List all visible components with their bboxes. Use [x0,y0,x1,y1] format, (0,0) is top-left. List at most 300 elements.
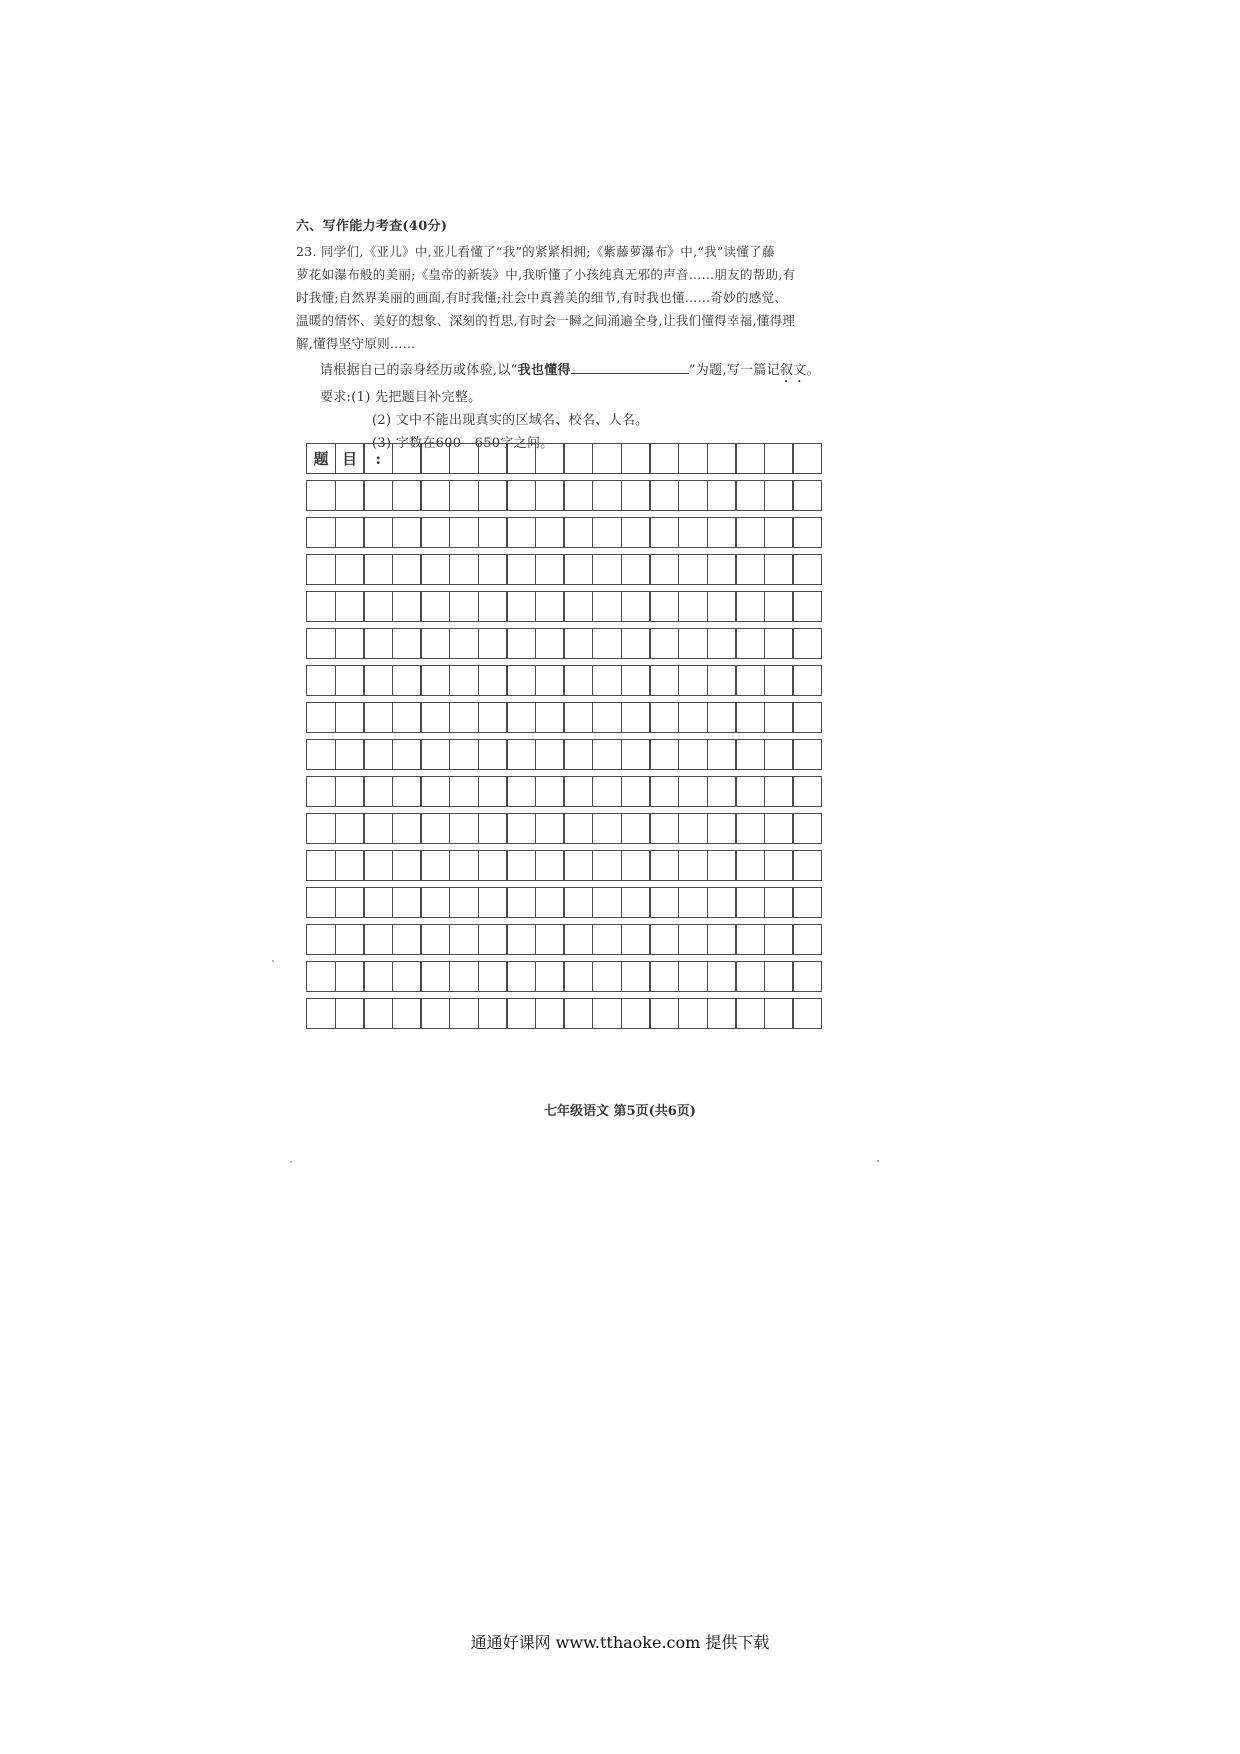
grid-cell [392,591,422,622]
grid-cell [707,813,737,844]
grid-cell [363,813,393,844]
grid-cell [649,776,679,807]
grid-cell [678,776,708,807]
grid-cell [707,776,737,807]
grid-cell [621,702,651,733]
scan-speck [272,960,274,962]
grid-cell [621,887,651,918]
grid-cell [392,702,422,733]
grid-cell [707,591,737,622]
grid-cell [563,591,593,622]
grid-cell [621,517,651,548]
grid-cell [764,961,794,992]
grid-cell [506,776,536,807]
grid-cell [335,961,365,992]
grid-row [306,480,821,511]
grid-cell [449,998,479,1029]
instruction-post: ”为题,写一篇记 [688,363,780,378]
grid-cell [649,813,679,844]
grid-cell [764,480,794,511]
grid-cell [592,776,622,807]
grid-cell [306,850,336,881]
grid-cell [678,517,708,548]
grid-cell [649,961,679,992]
grid-row [306,443,821,474]
grid-cell [449,480,479,511]
credit-line: 通通好课网 www.tthaoke.com 提供下载 [470,1633,770,1652]
grid-cell [764,776,794,807]
grid-cell [449,702,479,733]
grid-cell [506,443,536,474]
scan-speck [290,1161,292,1163]
instruction-pre: 请根据自己的亲身经历或体验,以“ [320,363,518,378]
scan-speck [877,1160,879,1162]
grid-cell [478,924,508,955]
grid-cell [678,554,708,585]
grid-cell [306,702,336,733]
grid-cell [363,702,393,733]
grid-cell [449,776,479,807]
grid-cell [478,665,508,696]
grid-cell [678,628,708,659]
grid-cell [420,998,450,1029]
grid-cell [735,739,765,770]
grid-cell [764,702,794,733]
grid-cell [649,924,679,955]
grid-cell [306,739,336,770]
grid-cell [649,887,679,918]
grid-cell [506,591,536,622]
grid-cell [621,554,651,585]
grid-row [306,739,821,770]
grid-cell [621,813,651,844]
title-blank [571,359,689,374]
grid-cell [535,443,565,474]
grid-cell [764,628,794,659]
grid-cell [506,480,536,511]
grid-cell [678,443,708,474]
grid-cell [449,961,479,992]
grid-cell [535,591,565,622]
grid-cell [478,813,508,844]
grid-cell [535,850,565,881]
grid-cell [449,554,479,585]
grid-cell [563,517,593,548]
grid-cell [535,739,565,770]
grid-cell [392,887,422,918]
grid-cell [392,665,422,696]
grid-cell [707,443,737,474]
grid-row [306,665,821,696]
grid-cell [678,998,708,1029]
grid-cell [535,887,565,918]
grid-cell [363,924,393,955]
grid-cell [649,702,679,733]
grid-row [306,887,821,918]
question-text [296,240,886,355]
grid-row [306,591,821,622]
grid-cell [563,850,593,881]
grid-cell [707,554,737,585]
grid-cell [335,628,365,659]
grid-cell [363,591,393,622]
grid-cell [478,887,508,918]
grid-cell [478,480,508,511]
grid-cell [678,480,708,511]
grid-cell [735,998,765,1029]
grid-row [306,850,821,881]
grid-cell [420,554,450,585]
grid-cell [592,850,622,881]
grid-cell [563,665,593,696]
grid-cell [363,554,393,585]
grid-cell [649,665,679,696]
grid-cell [506,813,536,844]
grid-cell [449,850,479,881]
grid-cell [392,998,422,1029]
grid-cell [563,776,593,807]
grid-cell [420,702,450,733]
grid-cell [707,665,737,696]
grid-cell [420,924,450,955]
grid-cell [535,961,565,992]
grid-cell [392,517,422,548]
grid-cell [592,591,622,622]
grid-cell [678,887,708,918]
grid-cell [678,591,708,622]
grid-cell [735,813,765,844]
grid-cell [649,480,679,511]
grid-cell [335,887,365,918]
grid-cell [592,480,622,511]
grid-cell [506,887,536,918]
grid-cell [392,850,422,881]
grid-cell [792,554,822,585]
grid-cell [735,776,765,807]
grid-cell [764,887,794,918]
grid-cell [735,924,765,955]
grid-cell [592,665,622,696]
grid-cell [306,887,336,918]
grid-cell [335,850,365,881]
grid-cell [563,887,593,918]
grid-cell [792,628,822,659]
grid-cell [678,665,708,696]
grid-cell [563,480,593,511]
grid-cell [735,591,765,622]
grid-cell [363,628,393,659]
grid-cell [420,813,450,844]
grid-cell [792,998,822,1029]
grid-cell [506,850,536,881]
grid-cell [592,517,622,548]
grid-cell [678,702,708,733]
grid-cell [363,776,393,807]
grid-cell [335,665,365,696]
grid-cell [592,443,622,474]
grid-cell [764,813,794,844]
grid-row [306,628,821,659]
grid-cell [363,850,393,881]
grid-cell [592,554,622,585]
grid-cell [306,776,336,807]
instruction [296,359,886,386]
grid-cell [563,702,593,733]
grid-cell [335,998,365,1029]
grid-cell [592,924,622,955]
grid-cell [335,813,365,844]
grid-cell [792,739,822,770]
grid-cell [707,628,737,659]
grid-cell [707,887,737,918]
grid-cell [306,813,336,844]
grid-cell [506,998,536,1029]
requirement-3: (3) 字数在600—650字之间。 [372,436,554,451]
grid-cell [649,443,679,474]
grid-cell [478,554,508,585]
grid-cell [707,517,737,548]
grid-cell [392,961,422,992]
question-line: 萝花如瀑布般的美丽;《皇帝的新装》中,我听懂了小孩纯真无邪的声音……朋友的帮助,有 [296,267,796,282]
grid-cell [764,665,794,696]
grid-cell [478,591,508,622]
grid-cell [392,739,422,770]
grid-cell [306,998,336,1029]
grid-cell [735,850,765,881]
grid-cell [535,517,565,548]
grid-cell [707,739,737,770]
grid-cell [535,480,565,511]
grid-cell [735,517,765,548]
grid-cell [735,665,765,696]
grid-cell [420,961,450,992]
grid-cell [306,924,336,955]
grid-cell [449,924,479,955]
grid-cell [592,739,622,770]
grid-cell [535,813,565,844]
grid-cell [392,554,422,585]
grid-cell [392,924,422,955]
grid-cell [621,850,651,881]
grid-cell [506,628,536,659]
grid-cell [678,961,708,992]
grid-cell [335,480,365,511]
instruction-end: 。 [806,363,820,378]
grid-cell [449,739,479,770]
grid-cell [563,961,593,992]
grid-cell [420,480,450,511]
grid-cell [306,480,336,511]
grid-cell [392,628,422,659]
grid-cell [420,591,450,622]
grid-cell [363,887,393,918]
grid-cell [563,924,593,955]
page-footer: 七年级语文 第5页(共6页) [544,1104,696,1119]
grid-cell [506,665,536,696]
grid-cell [621,591,651,622]
grid-cell [649,517,679,548]
grid-cell [563,443,593,474]
question-line: 时我懂;自然界美丽的画面,有时我懂;社会中真善美的细节,有时我也懂……奇妙的感觉、 [296,290,788,305]
grid-cell [621,998,651,1029]
grid-cell [592,961,622,992]
grid-cell [764,739,794,770]
grid-cell [621,776,651,807]
grid-cell [306,554,336,585]
requirement-1: 要求:(1) 先把题目补完整。 [320,390,482,405]
grid-cell [335,517,365,548]
grid-cell [335,554,365,585]
grid-cell [764,591,794,622]
grid-cell [449,443,479,474]
grid-cell [678,850,708,881]
grid-cell [506,517,536,548]
grid-cell [764,443,794,474]
grid-row [306,961,821,992]
grid-cell [792,665,822,696]
grid-cell [707,924,737,955]
grid-cell [735,443,765,474]
grid-cell [707,850,737,881]
grid-cell [678,813,708,844]
instruction-topic: 我也懂得 [517,363,571,378]
title-label-cell: : [363,443,393,474]
grid-cell [792,702,822,733]
grid-cell [649,554,679,585]
grid-cell [420,443,450,474]
question-line: 解,懂得坚守原则…… [296,336,416,351]
grid-cell [649,628,679,659]
grid-cell [420,850,450,881]
grid-cell [735,702,765,733]
grid-cell [535,628,565,659]
grid-cell [764,924,794,955]
grid-cell [449,813,479,844]
grid-cell [335,702,365,733]
instruction-emphasis: 叙文 [779,363,807,378]
grid-cell [420,517,450,548]
grid-cell [449,517,479,548]
grid-cell [792,517,822,548]
grid-cell [592,813,622,844]
grid-cell [735,887,765,918]
grid-row [306,554,821,585]
grid-cell [792,813,822,844]
grid-cell [764,998,794,1029]
grid-cell [420,887,450,918]
grid-cell [420,628,450,659]
grid-cell [563,998,593,1029]
grid-cell [592,702,622,733]
grid-cell [535,702,565,733]
grid-cell [735,554,765,585]
grid-row [306,924,821,955]
grid-cell [392,480,422,511]
grid-cell [649,739,679,770]
grid-cell [420,776,450,807]
grid-cell [306,961,336,992]
grid-cell [335,776,365,807]
grid-cell [563,554,593,585]
grid-cell [707,961,737,992]
question-line: 23. 同学们,《亚儿》中,亚儿看懂了“我”的紧紧相拥;《紫藤萝瀑布》中,“我”读懂了藤 [296,244,775,259]
grid-cell [506,554,536,585]
grid-cell [478,961,508,992]
grid-cell [678,739,708,770]
grid-cell [563,813,593,844]
grid-cell [621,628,651,659]
grid-cell [306,517,336,548]
grid-cell [678,924,708,955]
grid-cell [792,480,822,511]
grid-cell [363,517,393,548]
grid-cell [621,739,651,770]
grid-cell [707,480,737,511]
grid-cell [621,924,651,955]
grid-cell [306,665,336,696]
grid-cell [506,961,536,992]
grid-cell [306,628,336,659]
grid-cell [363,961,393,992]
grid-cell [420,739,450,770]
grid-cell [449,887,479,918]
question-block [296,215,886,455]
grid-cell [764,554,794,585]
grid-cell [449,665,479,696]
grid-cell [535,665,565,696]
grid-cell [392,443,422,474]
grid-cell [792,443,822,474]
grid-cell [649,850,679,881]
grid-cell [363,998,393,1029]
grid-cell [335,924,365,955]
writing-grid [306,443,821,1035]
grid-cell [649,998,679,1029]
grid-cell [563,628,593,659]
grid-cell [764,850,794,881]
grid-cell [449,591,479,622]
requirement-2: (2) 文中不能出现真实的区域名、校名、人名。 [372,413,649,428]
grid-cell [306,591,336,622]
grid-cell [592,887,622,918]
grid-cell [792,961,822,992]
grid-cell [335,739,365,770]
grid-cell [592,628,622,659]
grid-cell [535,776,565,807]
grid-row [306,813,821,844]
grid-cell [735,961,765,992]
grid-cell [478,628,508,659]
grid-cell [363,739,393,770]
grid-cell [449,628,479,659]
section-title: 六、写作能力考查(40分) [296,219,448,234]
grid-cell [506,702,536,733]
grid-cell [621,665,651,696]
grid-cell [478,739,508,770]
grid-cell [621,961,651,992]
grid-cell [707,702,737,733]
grid-cell [363,665,393,696]
grid-cell [707,998,737,1029]
grid-cell [363,480,393,511]
grid-cell [621,443,651,474]
grid-cell [592,998,622,1029]
question-line: 温暖的情怀、美好的想象、深刻的哲思,有时会一瞬之间涌遍全身,让我们懂得幸福,懂得理 [296,313,796,328]
grid-cell [420,665,450,696]
grid-cell [563,739,593,770]
grid-cell [535,554,565,585]
grid-cell [792,776,822,807]
